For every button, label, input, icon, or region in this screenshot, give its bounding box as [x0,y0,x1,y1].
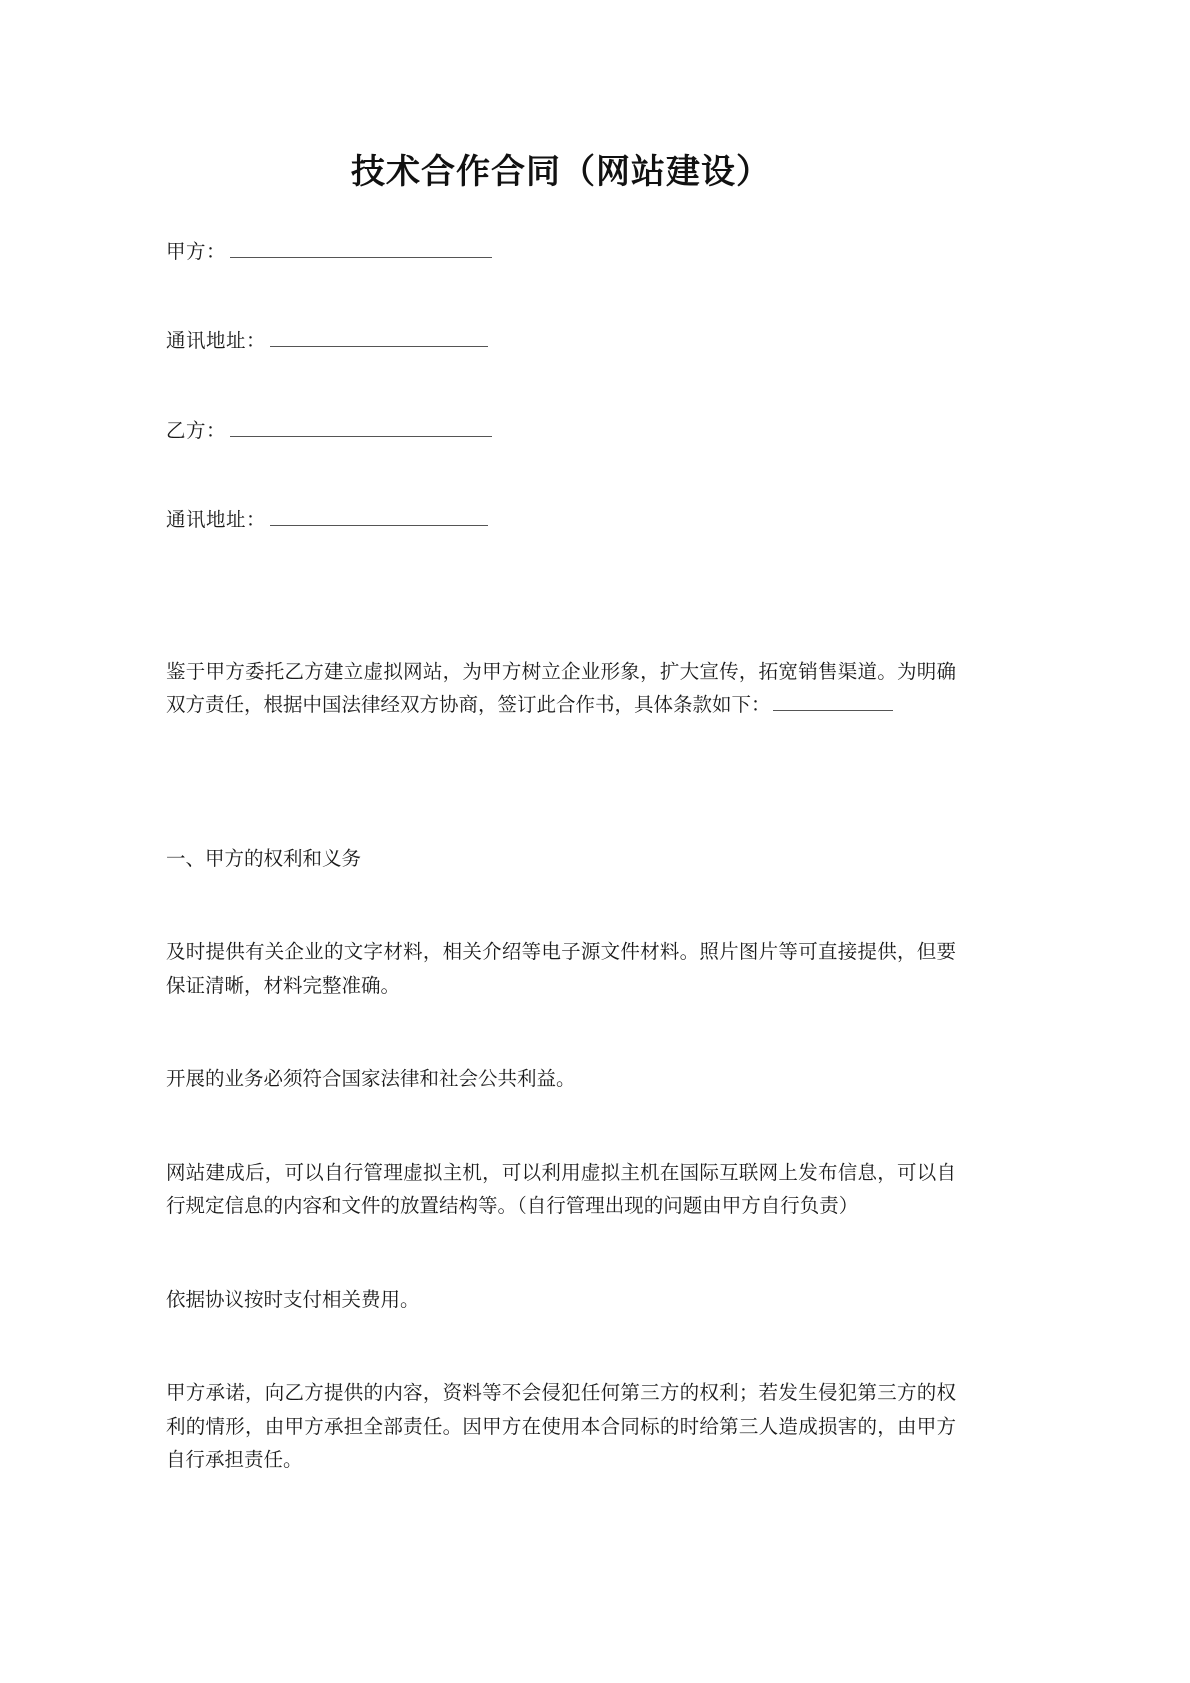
spacer-field-1 [166,267,956,325]
party-field-blank-address-yifang[interactable] [270,509,488,526]
spacer-field-2 [166,357,956,415]
spacer-preamble-to-section [166,722,956,842]
party-field-blank-jiafang[interactable] [230,241,492,258]
document-body [166,0,956,1477]
preamble-trailing-blank[interactable] [773,696,893,711]
page-title: 技术合作合同（网站建设） [351,152,771,192]
spacer-para-2-3 [166,1096,956,1156]
spacer-para-3-4 [166,1223,956,1283]
party-field-label-address-jiafang: 通讯地址： [166,329,267,353]
party-field-label-yifang: 乙方： [166,418,227,442]
preamble-text: 鉴于甲方委托乙方建立虚拟网站，为甲方树立企业形象，扩大宣传，拓宽销售渠道。为明确双方责任，根据中国法律经双方协商，签订此合作书，具体条款如下： [166,659,956,717]
spacer-fields-to-preamble [166,535,956,655]
spacer-field-3 [166,446,956,504]
party-field-blank-address-jiafang[interactable] [270,330,488,347]
section-1-paragraph-3: 网站建成后，可以自行管理虚拟主机，可以利用虚拟主机在国际互联网上发布信息，可以自行规定信息的内容和文件的放置结构等。（自行管理出现的问题由甲方自行负责） [166,1160,956,1218]
party-field-label-address-yifang: 通讯地址： [166,507,267,531]
party-field-label-jiafang: 甲方： [166,240,227,264]
section-1-paragraph-5: 甲方承诺，向乙方提供的内容，资料等不会侵犯任何第三方的权利；若发生侵犯第三方的权利的情形，由甲方承担全部责任。因甲方在使用本合同标的时给第三人造成损害的，由甲方自行承担责任。 [166,1381,956,1472]
party-field-address-yifang [166,504,956,535]
party-field-jiafang [166,236,956,267]
section-heading-1: 一、甲方的权利和义务 [166,847,362,870]
party-field-blank-yifang[interactable] [230,420,492,437]
section-1-paragraph-4: 依据协议按时支付相关费用。 [166,1287,420,1311]
party-field-yifang [166,415,956,446]
spacer-para-1-2 [166,1002,956,1062]
spacer-title-to-fields [166,194,956,236]
section-1-paragraph-2: 开展的业务必须符合国家法律和社会公共利益。 [166,1067,576,1091]
spacer-para-4-5 [166,1316,956,1376]
spacer-heading-to-para-1 [166,875,956,935]
party-field-address-jiafang [166,325,956,356]
section-1-paragraph-1: 及时提供有关企业的文字材料，相关介绍等电子源文件材料。照片图片等可直接提供，但要保证清晰，材料完整准确。 [166,940,956,997]
preamble-paragraph [166,655,956,722]
